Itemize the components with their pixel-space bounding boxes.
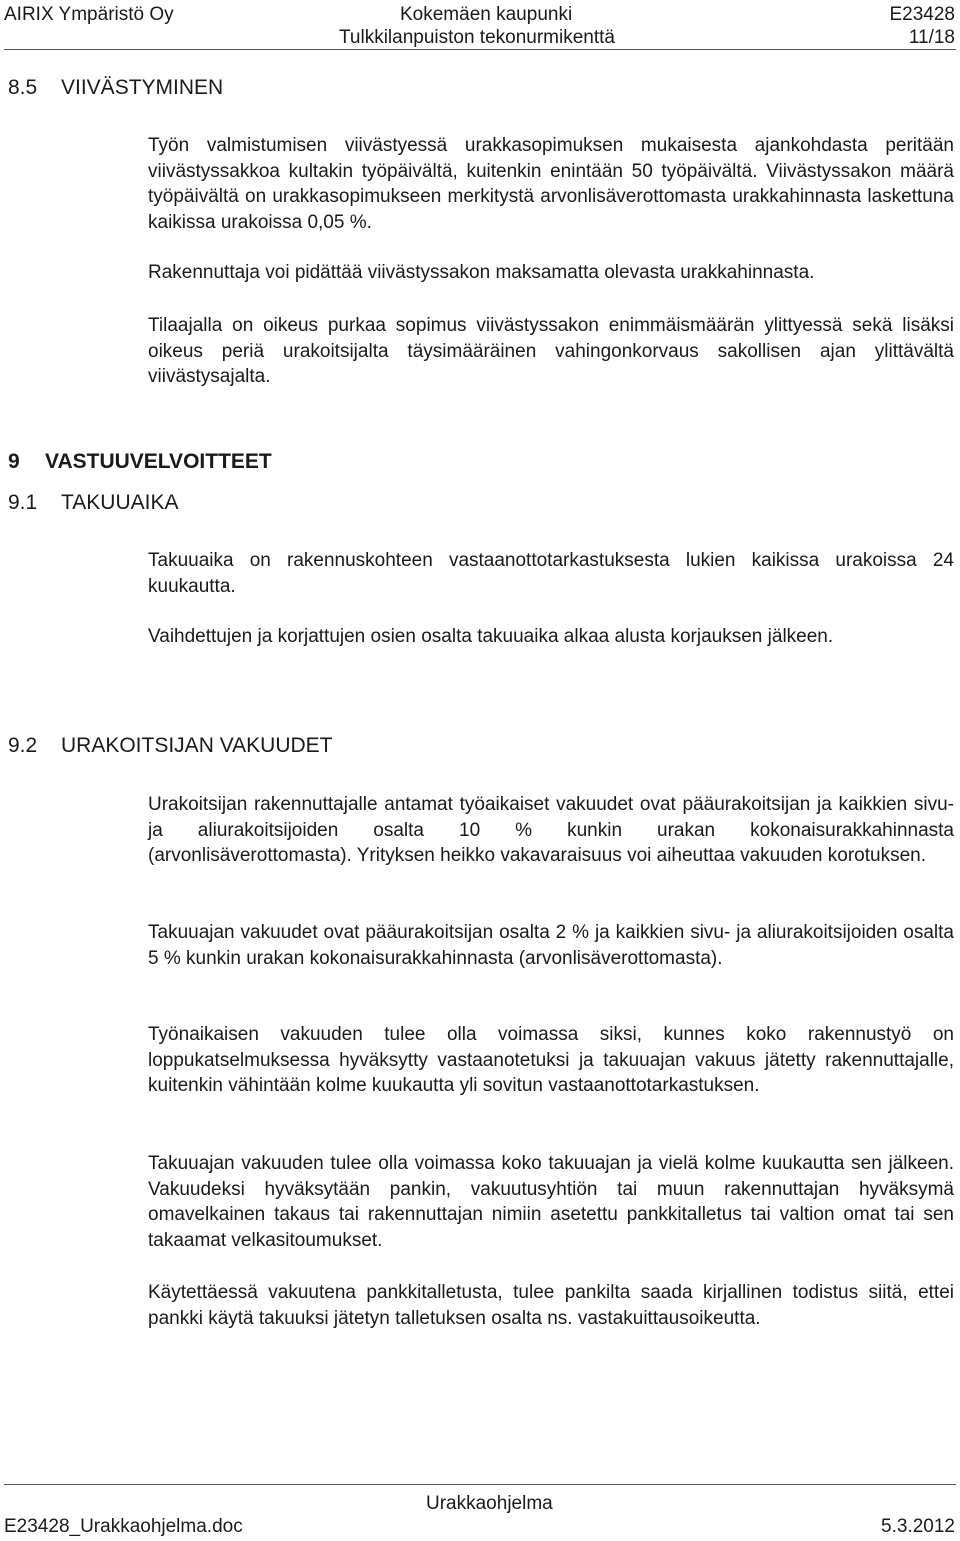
paragraph-8-5-1: Työn valmistumisen viivästyessä urakkasopimuksen mukaisesta ajankohdasta peritään viivästyssakkoa kultakin työpäivältä, kuitenkin enintään 50 työpäivältä. Viivästyssakon määrä työpäivältä on urakkasopimukseen merkitystä arvonlisäverottomasta urakkahinnasta laskettuna kaikissa urakoissa 0,05 %. (148, 135, 954, 233)
header-project: Tulkkilanpuiston tekonurmikenttä (339, 27, 615, 48)
header-divider (4, 49, 956, 50)
header-page-number: 11/18 (908, 27, 955, 48)
heading-title: TAKUUAIKA (61, 491, 179, 514)
heading-title: URAKOITSIJAN VAKUUDET (61, 734, 333, 757)
heading-9 (8, 449, 272, 475)
footer-filename: E23428_Urakkaohjelma.doc (4, 1516, 243, 1537)
paragraph-9-2-5: Käytettäessä vakuutena pankkitalletusta, tulee pankilta saada kirjallinen todistus siitä, ettei pankki käytä takuuksi jätetyn talletuksen osalta ns. vastakuittausoikeutta. (148, 1282, 954, 1329)
heading-number: 9.1 (8, 491, 38, 514)
footer-divider (4, 1484, 956, 1485)
header-company: AIRIX Ympäristö Oy (4, 4, 174, 25)
footer-document-title: Urakkaohjelma (426, 1493, 553, 1514)
paragraph-9-2-4: Takuuajan vakuuden tulee olla voimassa koko takuuajan ja vielä kolme kuukautta sen jälkeen. Vakuudeksi hyväksytään pankin, vakuutusyhtiön tai muun rakennuttajan hyväksymä omavelkainen takaus tai rakennuttajan nimiin asetettu pankkitalletus tai valtion omat tai sen takaamat velkasitoumukset. (148, 1153, 954, 1251)
heading-number: 8.5 (8, 76, 38, 99)
footer-date: 5.3.2012 (881, 1516, 955, 1537)
paragraph-9-1-1: Takuuaika on rakennuskohteen vastaanottotarkastuksesta lukien kaikissa urakoissa 24 kuukautta. (148, 550, 954, 597)
heading-title: VASTUUVELVOITTEET (45, 450, 272, 473)
heading-number: 9.2 (8, 734, 38, 757)
paragraph-8-5-2: Rakennuttaja voi pidättää viivästyssakon maksamatta olevasta urakkahinnasta. (148, 262, 815, 283)
paragraph-9-2-2: Takuuajan vakuudet ovat pääurakoitsijan osalta 2 % ja kaikkien sivu- ja aliurakoitsijoiden osalta 5 % kunkin urakan kokonaisurakkahinnasta (arvonlisäverottomasta). (148, 922, 954, 969)
heading-9-2 (8, 733, 332, 759)
header-code: E23428 (889, 4, 955, 25)
page-header (0, 0, 960, 48)
paragraph-9-2-3: Työnaikaisen vakuuden tulee olla voimassa siksi, kunnes koko rakennustyö on loppukatselmuksessa hyväksytty vastaanotetuksi ja takuuajan vakuus jätetty rakennuttajalle, kuitenkin vähintään kolme kuukautta yli sovitun vastaanottotarkastuksen. (148, 1024, 954, 1096)
heading-8-5 (8, 75, 223, 101)
heading-number: 9 (8, 450, 20, 473)
paragraph-9-1-2: Vaihdettujen ja korjattujen osien osalta takuuaika alkaa alusta korjauksen jälkeen. (148, 626, 834, 647)
paragraph-8-5-3: Tilaajalla on oikeus purkaa sopimus viivästyssakon enimmäismäärän ylittyessä sekä lisäksi oikeus periä urakoitsijalta täysimääräinen vahingonkorvaus sakollisen ajan ylittävältä viivästysajalta. (148, 315, 954, 387)
heading-title: VIIVÄSTYMINEN (61, 76, 224, 99)
header-client: Kokemäen kaupunki (400, 4, 573, 25)
heading-9-1 (8, 490, 178, 516)
paragraph-9-2-1: Urakoitsijan rakennuttajalle antamat työaikaiset vakuudet ovat pääurakoitsijan ja kaikkien sivu- ja aliurakoitsijoiden osalta 10 % kunkin urakan kokonaisurakkahinnasta (arvonlisäverottomasta). Yrityksen heikko vakavaraisuus voi aiheuttaa vakuuden korotuksen. (148, 794, 954, 866)
